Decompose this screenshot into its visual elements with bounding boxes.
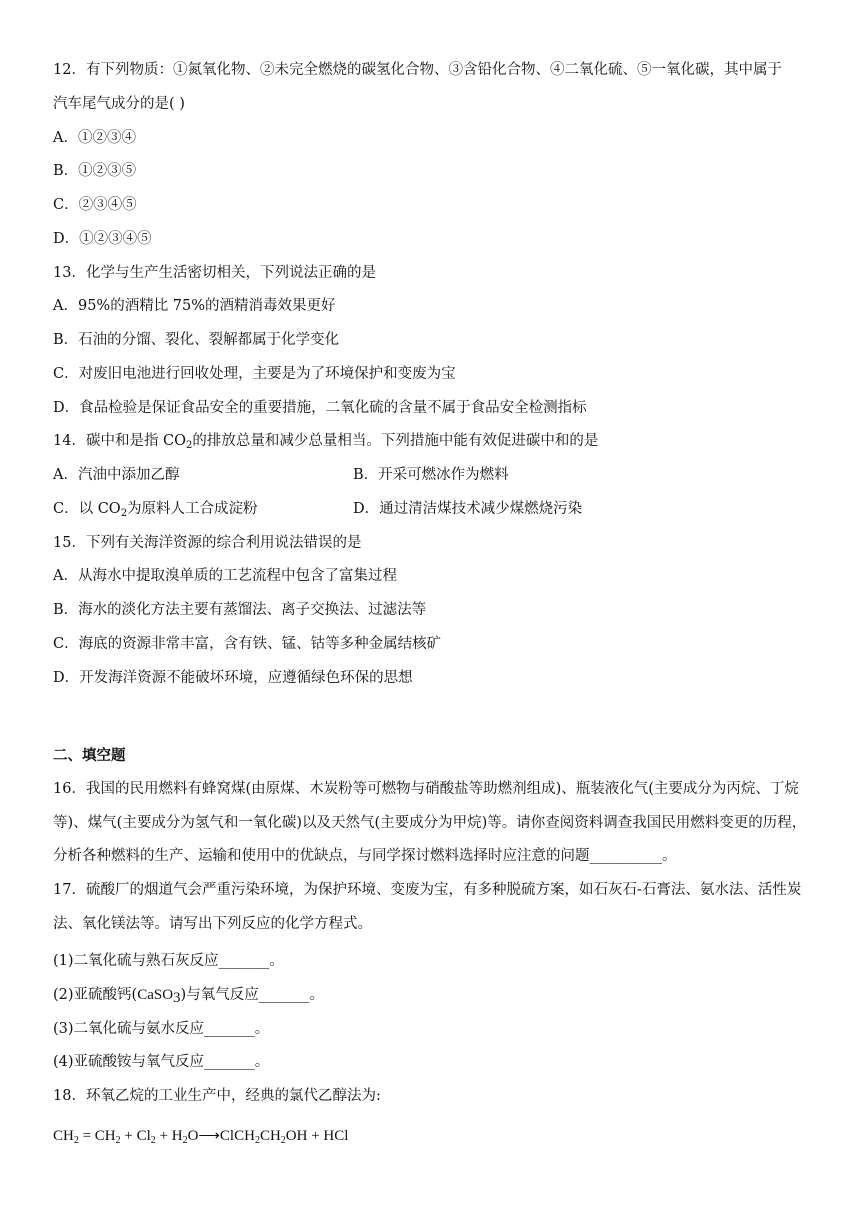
q14-option-b: B．开采可燃冰作为燃料 <box>353 467 509 483</box>
q13-option-b: B．石油的分馏、裂化、裂解都属于化学变化 <box>53 332 340 348</box>
q12-option-a: A．①②③④ <box>53 130 136 146</box>
q13-option-d: D．食品检验是保证食品安全的重要措施，二氧化硫的含量不属于食品安全检测指标 <box>53 400 587 416</box>
q17-text: 17．硫酸厂的烟道气会严重污染环境，为保护环境、变废为宝，有多种脱硫方案，如石灰石-石膏法、氨水法、活性炭法、氧化镁法等。请写出下列反应的化学方程式。 <box>53 882 802 932</box>
q15-option-b: B．海水的淡化方法主要有蒸馏法、离子交换法、过滤法等 <box>53 602 427 618</box>
section-title-fill-in: 二、填空题 <box>53 747 126 764</box>
q14-option-c: C．以 $CO_2$为原料人工合成淀粉 <box>53 501 258 519</box>
q12-stem-line2: 汽车尾气成分的是( ) <box>53 96 185 112</box>
q12-option-b: B．①②③⑤ <box>53 163 137 179</box>
q13-option-c: C．对废旧电池进行回收处理，主要是为了环境保护和变废为宝 <box>53 366 456 382</box>
q17-sub4: (4)亚硫酸铵与氧气反应_______。 <box>53 1054 270 1070</box>
q12-option-d: D．①②③④⑤ <box>53 231 152 247</box>
q17-sub2: (2)亚硫酸钙(CaSO3)与氧气反应_______。 <box>53 987 324 1006</box>
q16-text: 16．我国的民用燃料有蜂窝煤(由原煤、木炭粉等可燃物与硝酸盐等助燃剂组成)、瓶装液化气(主要成分为丙烷、丁烷等)、煤气(主要成分为氢气和一氧化碳)以及天然气(主要成分为甲烷)等。请你查阅资料调查我国民用燃料变更的历程，分析各种燃料的生产、运输和使用中的优缺点，与同学探讨燃料选择时应注意的问题__________。 <box>53 781 807 864</box>
q17-sub3: (3)二氧化硫与氨水反应_______。 <box>53 1021 270 1037</box>
q14-option-a: A．汽油中添加乙醇 <box>53 467 180 483</box>
q15-option-d: D．开发海洋资源不能破坏环境，应遵循绿色环保的思想 <box>53 670 413 686</box>
q13-option-a: A．95%的酒精比 75%的酒精消毒效果更好 <box>53 298 336 314</box>
q12-stem-line1: 12．有下列物质：①氮氧化物、②未完全燃烧的碳氢化合物、③含铅化合物、④二氧化硫、⑤一氧化碳，其中属于 <box>53 62 782 78</box>
q12-option-c: C．②③④⑤ <box>53 197 137 213</box>
q17-sub1: (1)二氧化硫与熟石灰反应_______。 <box>53 953 284 969</box>
q15-stem: 15．下列有关海洋资源的综合利用说法错误的是 <box>53 535 362 551</box>
q13-stem: 13．化学与生产生活密切相关，下列说法正确的是 <box>53 265 376 281</box>
q14-option-d: D．通过清洁煤技术减少煤燃烧污染 <box>353 501 583 517</box>
q18-stem: 18．环氧乙烷的工业生产中，经典的氯代乙醇法为: <box>53 1088 381 1104</box>
q15-option-c: C．海底的资源非常丰富，含有铁、锰、钴等多种金属结核矿 <box>53 636 442 652</box>
q15-option-a: A．从海水中提取溴单质的工艺流程中包含了富集过程 <box>53 568 397 584</box>
q18-equation: $CH_2 = CH_2 + Cl_2$ + $H_2O⟶ClCH_2CH_2OH$ + HCl <box>53 1128 349 1146</box>
q14-stem: 14．碳中和是指 $CO_2$的排放总量和减少总量相当。下列措施中能有效促进碳中和的是 <box>53 433 599 451</box>
